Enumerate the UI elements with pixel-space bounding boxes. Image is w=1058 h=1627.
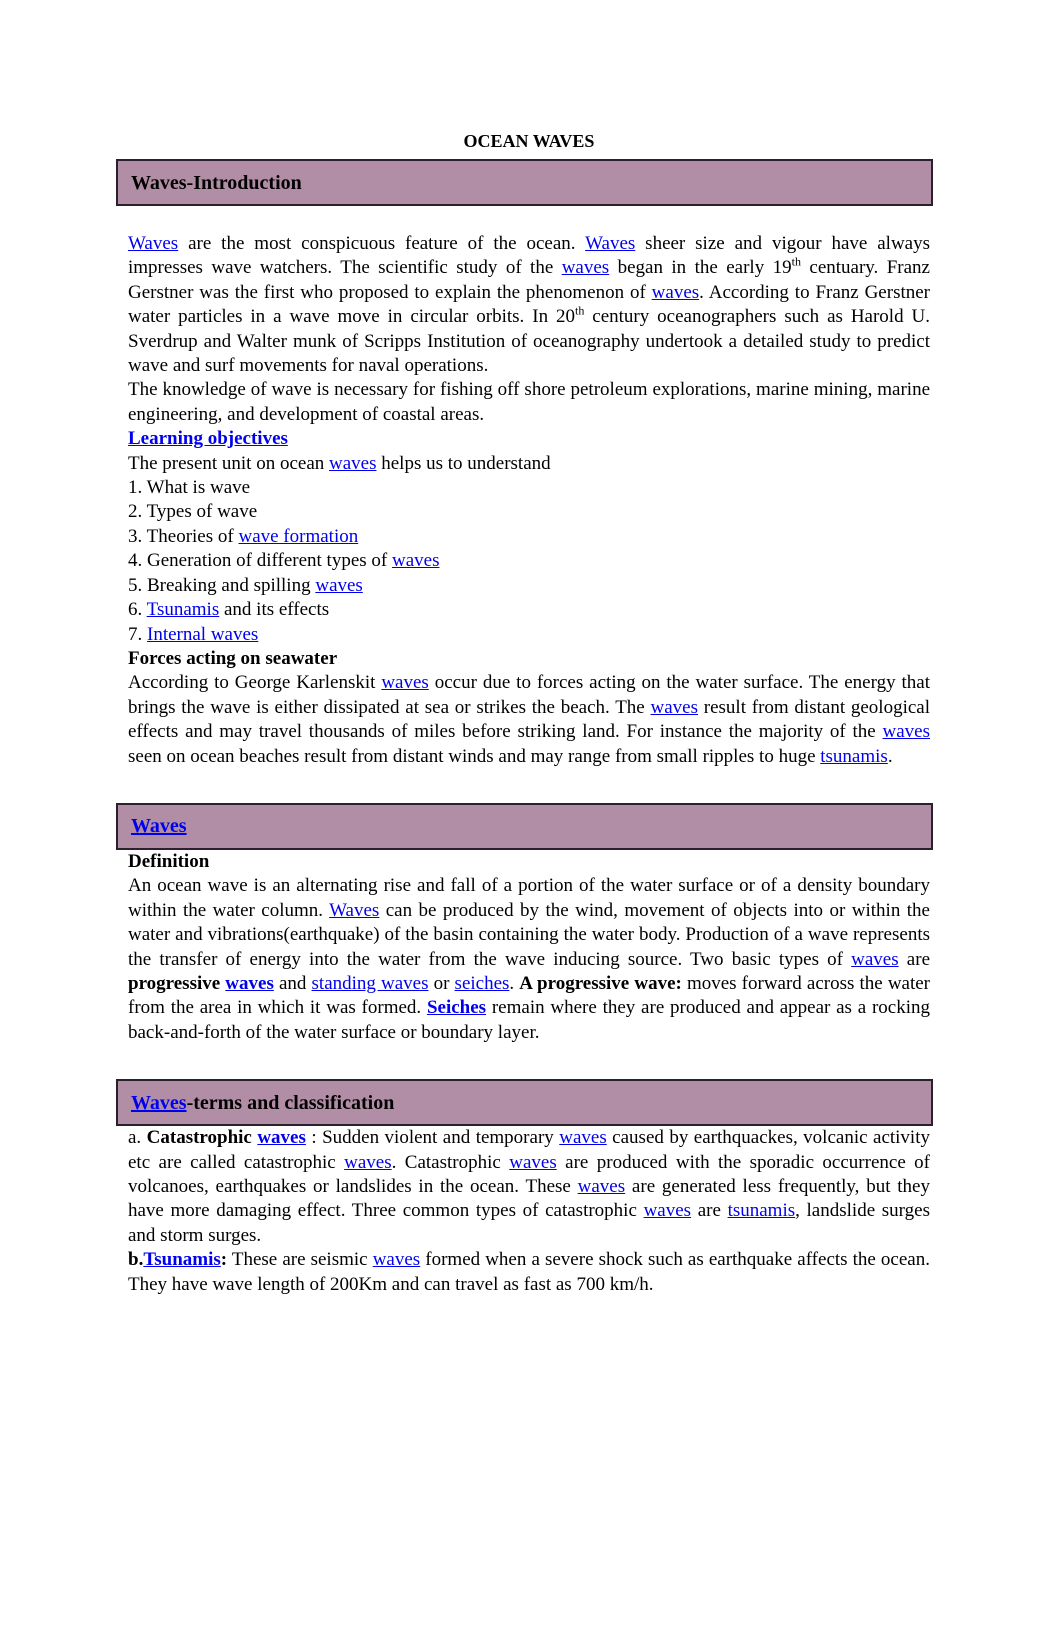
hyperlink[interactable]: Internal waves	[147, 623, 259, 645]
waves-header	[116, 803, 933, 850]
text-run: are produced with the sporadic occurrence of volcanoes, earthquakes or landslides in the ocean. These	[128, 1151, 930, 1197]
waves-terms-header	[116, 1079, 933, 1126]
hyperlink[interactable]: standing waves	[311, 972, 429, 994]
text-run: 2. Types of wave	[128, 501, 258, 523]
text-run: a.	[128, 1127, 147, 1149]
hyperlink[interactable]: waves	[225, 972, 274, 994]
hyperlink[interactable]: waves	[851, 948, 899, 970]
text-run: sheer size and vigour have always impresses wave watchers. The scientific study of the	[128, 233, 930, 279]
text-run: 4. Generation of different types of	[128, 550, 392, 572]
text-run: .	[887, 745, 893, 767]
text-run: are	[691, 1200, 728, 1222]
text-line	[128, 574, 930, 598]
text-run: These are seismic	[227, 1249, 373, 1271]
hyperlink[interactable]: wave formation	[238, 525, 359, 547]
text-run: moves forward across the water from the area in which it was formed.	[128, 972, 931, 1019]
text-run: are generated less frequently, but they have more damaging effect. Three common types of catastrophic	[128, 1176, 930, 1222]
hyperlink[interactable]: tsunamis	[820, 745, 888, 767]
hyperlink[interactable]: Seiches	[426, 997, 487, 1019]
text-run: are	[898, 948, 930, 970]
text-run: 3. Theories of	[128, 525, 239, 547]
text-run: result from distant geological effects and may travel thousands of miles before striking land. For instance the majority of the	[128, 696, 930, 743]
empty-line	[128, 206, 930, 232]
hyperlink[interactable]: Waves	[131, 815, 187, 838]
text-line	[128, 525, 930, 549]
text-run: b.	[128, 1249, 144, 1271]
waves-introduction-header	[116, 159, 933, 206]
hyperlink[interactable]: waves	[651, 281, 700, 303]
text-run: The knowledge of wave is necessary for fishing off shore petroleum explorations, marine mining, marine engineering, and development of coastal areas.	[128, 379, 930, 425]
text-run: A progressive wave:	[519, 972, 682, 994]
text-run: caused by earthquackes, volcanic activity etc are called catastrophic	[128, 1127, 930, 1173]
document-body	[128, 159, 930, 1297]
text-line	[128, 500, 930, 524]
text-run: occur due to forces acting on the water surface. The energy that brings the wave is either dissipated at sea or strikes the beach. The	[128, 672, 930, 718]
document-title: OCEAN WAVES	[463, 131, 595, 151]
hyperlink[interactable]: Waves	[131, 1091, 187, 1114]
hyperlink[interactable]: waves	[650, 696, 698, 718]
text-run: helps us to understand	[376, 452, 551, 474]
text-run: 1. What is wave	[128, 477, 251, 499]
text-run: 5. Breaking and spilling	[128, 574, 316, 596]
text-line	[128, 427, 930, 451]
hyperlink[interactable]: waves	[315, 574, 363, 596]
hyperlink[interactable]: Tsunamis	[146, 599, 220, 621]
hyperlink[interactable]: waves	[257, 1127, 306, 1149]
text-run: -terms and classification	[186, 1091, 395, 1114]
text-run: can be produced by the wind, movement of objects into or within the water and vibrations(earthquake) of the basin containing the water body. Production of a wave represents the transfer of energy into the water from the wave inducing source. Two basic types of	[128, 899, 930, 970]
paragraph	[128, 1248, 930, 1297]
text-run: .	[509, 972, 520, 994]
text-run: are the most conspicuous feature of the ocean.	[178, 233, 586, 254]
hyperlink[interactable]: Waves	[128, 233, 179, 254]
text-line	[128, 598, 930, 622]
hyperlink[interactable]: tsunamis	[727, 1200, 796, 1222]
text-run: Definition	[128, 850, 210, 872]
hyperlink[interactable]: Waves	[585, 233, 636, 254]
hyperlink[interactable]: waves	[643, 1200, 692, 1222]
text-run: 7.	[128, 623, 147, 645]
text-run: :	[220, 1249, 228, 1271]
hyperlink[interactable]: waves	[559, 1127, 607, 1149]
text-run: : Sudden violent and temporary	[305, 1127, 560, 1149]
text-run: centuary. Franz Gerstner was the first who proposed to explain the phenomenon of	[128, 257, 930, 303]
text-run: . According to Franz Gerstner water particles in a wave move in circular orbits. In 20	[128, 281, 931, 328]
hyperlink[interactable]: waves	[882, 721, 930, 743]
text-run: began in the early 19	[609, 257, 792, 279]
superscript: th	[791, 255, 801, 270]
text-run: 6.	[128, 599, 147, 621]
text-run: century oceanographers such as Harold U. Sverdrup and Walter munk of Scripps Institution of oceanography undertook a detailed study to predict wave and surf movements for naval operations.	[128, 306, 930, 377]
hyperlink[interactable]: Learning objectives	[128, 428, 288, 450]
text-line	[128, 476, 930, 500]
text-run: remain where they are produced and appear as a rocking back-and-forth of the water surface or boundary layer.	[128, 997, 930, 1043]
hyperlink[interactable]: waves	[381, 672, 429, 694]
text-line	[128, 452, 930, 476]
text-line	[128, 623, 930, 647]
hyperlink[interactable]: seiches	[454, 972, 510, 994]
hyperlink[interactable]: waves	[372, 1249, 421, 1271]
hyperlink[interactable]: Waves	[329, 899, 380, 921]
text-run: progressive	[128, 972, 226, 994]
text-run: Waves-Introduction	[131, 171, 302, 194]
text-run: According to George Karlenskit	[128, 672, 382, 694]
hyperlink[interactable]: waves	[577, 1176, 626, 1197]
text-run: seen on ocean beaches result from distant winds and may range from small ripples to huge	[128, 745, 821, 767]
hyperlink[interactable]: Tsunamis	[143, 1249, 221, 1271]
hyperlink[interactable]: waves	[561, 257, 610, 279]
text-run: , landslide surges and storm surges.	[128, 1200, 930, 1246]
paragraph	[128, 232, 930, 378]
hyperlink[interactable]: waves	[391, 550, 440, 572]
superscript: th	[575, 303, 585, 318]
text-run: Catastrophic	[146, 1127, 258, 1149]
text-line	[128, 549, 930, 573]
paragraph	[128, 1126, 930, 1248]
text-line	[128, 850, 930, 874]
hyperlink[interactable]: waves	[509, 1151, 557, 1173]
paragraph	[128, 874, 930, 1045]
hyperlink[interactable]: waves	[344, 1151, 392, 1173]
text-line	[128, 647, 930, 671]
text-run: and	[273, 972, 312, 994]
text-run: and its effects	[219, 599, 330, 621]
text-run: or	[428, 972, 455, 994]
text-run: Forces acting on seawater	[128, 647, 338, 669]
document-page	[0, 130, 1058, 1297]
paragraph	[128, 671, 930, 769]
hyperlink[interactable]: waves	[329, 452, 377, 474]
paragraph	[128, 378, 930, 427]
text-run: The present unit on ocean	[128, 452, 330, 474]
text-run: . Catastrophic	[391, 1151, 510, 1173]
text-run: formed when a severe shock such as earthquake affects the ocean. They have wave length of 200Km and can travel as fast as 700 km/h.	[128, 1249, 930, 1295]
text-run: An ocean wave is an alternating rise and fall of a portion of the water surface or of a density boundary within the water column.	[128, 875, 930, 921]
